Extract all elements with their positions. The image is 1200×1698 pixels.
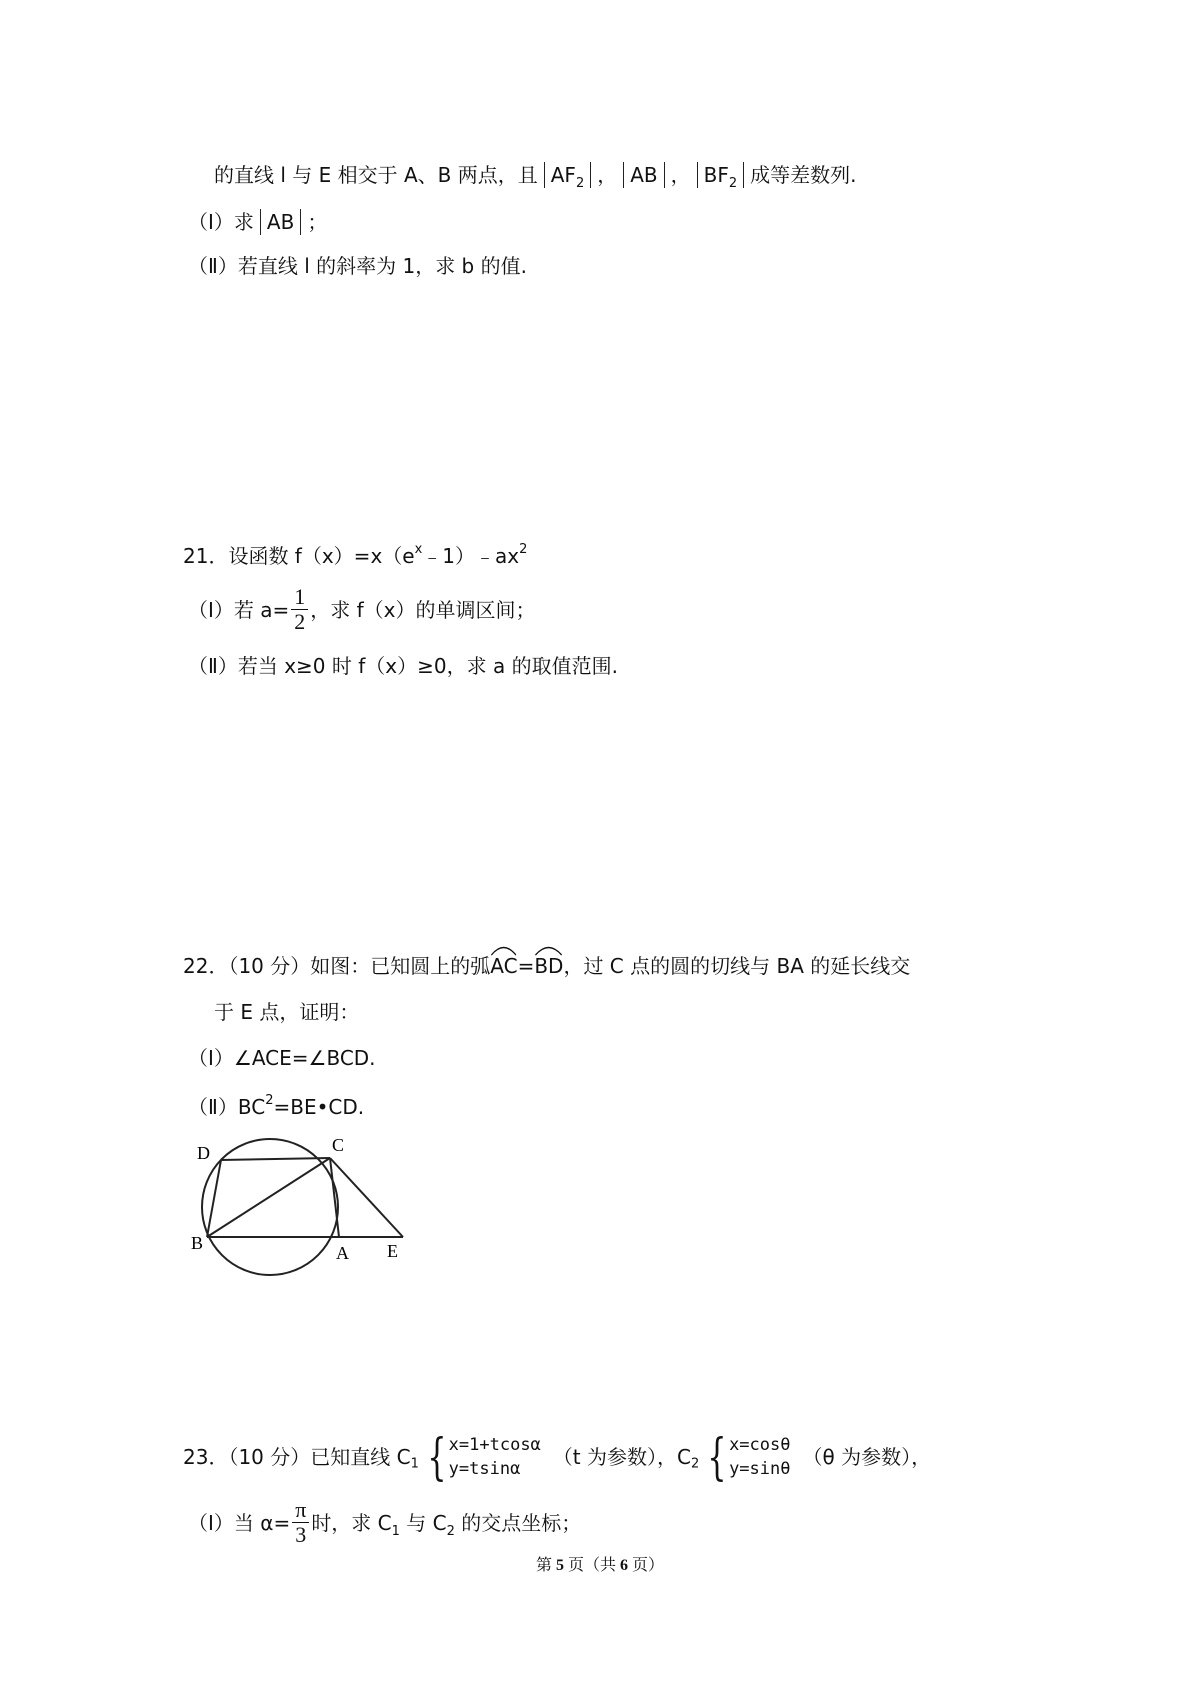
q20-text: 的直线 l 与 E 相交于 A、B 两点，且 <box>214 163 538 187</box>
q23-part1 <box>188 1497 582 1549</box>
bf-subscript: 2 <box>728 176 738 191</box>
equals: = <box>517 954 535 978</box>
comma: ， <box>597 163 618 187</box>
q23-end-text: （θ 为参数）， <box>802 1445 932 1469</box>
part1-end: ； <box>307 210 328 234</box>
q21-part2: （Ⅱ）若当 x≥0 时 f（x）≥0，求 a 的取值范围. <box>188 654 618 678</box>
c2-subscript: 2 <box>690 1456 700 1472</box>
arc-bd-label: BD <box>534 954 564 978</box>
q23-mid-text: （t 为参数），C <box>552 1445 691 1469</box>
circle-tangent-figure <box>185 1135 415 1285</box>
c1-line2: y=tsinα <box>448 1459 521 1479</box>
fraction-numerator: π <box>292 1498 309 1523</box>
abs-bar <box>743 162 744 188</box>
q21-stem-text: 21．设函数 f（x）=x（e <box>183 544 415 568</box>
brace-icon: { <box>707 1428 727 1486</box>
q20-text-end: 成等差数列. <box>750 163 857 187</box>
c2-system <box>701 1428 791 1486</box>
q22-stem-text-b: ，过 C 点的圆的切线与 BA 的延长线交 <box>563 954 911 978</box>
af-label: AF <box>550 163 576 187</box>
q22-stem-cont: 于 E 点，证明： <box>214 1000 360 1024</box>
c2-subscript: 2 <box>446 1524 455 1539</box>
page-footer <box>0 1552 1200 1575</box>
abs-bar <box>300 209 301 235</box>
total-pages: 6 <box>620 1557 628 1574</box>
comma: ， <box>670 163 691 187</box>
label-b: B <box>191 1233 204 1253</box>
c1-line1: x=1+tcosα <box>448 1435 541 1455</box>
ab-label: AB <box>266 210 295 234</box>
q23-stem-text: 23．（10 分）已知直线 C <box>183 1445 411 1469</box>
part1-prefix: （Ⅰ）求 <box>188 210 254 234</box>
q22-stem-text: 22．（10 分）如图：已知圆上的弧 <box>183 954 491 978</box>
segment-bc <box>207 1158 330 1237</box>
label-c: C <box>332 1135 345 1155</box>
q20-line1 <box>214 162 857 190</box>
c2-line1: x=cosθ <box>729 1435 791 1455</box>
part1-text-b: 时，求 C <box>311 1511 392 1535</box>
part1-text: （Ⅰ）当 α= <box>188 1511 291 1535</box>
q21-part1 <box>188 584 536 636</box>
part2-text-b: =BE•CD. <box>273 1095 365 1119</box>
fraction <box>291 585 308 634</box>
ab-label: AB <box>630 163 658 187</box>
q20-part1 <box>188 209 327 235</box>
arc-bd <box>534 952 563 976</box>
label-d: D <box>197 1143 210 1163</box>
c1-subscript: 1 <box>391 1524 400 1539</box>
footer-text: 第 <box>535 1557 556 1574</box>
footer-text: 页（共 <box>563 1557 620 1574</box>
q22-part2 <box>188 1094 364 1117</box>
part1-text: （Ⅰ）若 a= <box>188 598 290 622</box>
part2-text: （Ⅱ）BC <box>188 1095 266 1119</box>
segment-dc <box>221 1158 330 1160</box>
arc-ac <box>490 952 517 976</box>
fraction-denominator: 2 <box>294 609 306 634</box>
part1-text-c: 与 C <box>399 1511 447 1535</box>
label-a: A <box>336 1243 349 1263</box>
fraction-numerator: 1 <box>291 585 308 610</box>
c2-line2: y=sinθ <box>729 1459 791 1479</box>
abs-bar <box>544 162 545 188</box>
abs-bar <box>664 162 665 188</box>
abs-bar <box>623 162 624 188</box>
tangent-ce <box>330 1158 403 1237</box>
arc-ac-label: AC <box>490 954 518 978</box>
q22-part1: （Ⅰ）∠ACE=∠BCD. <box>188 1046 376 1070</box>
bf-label: BF <box>703 163 729 187</box>
exponent: x <box>414 542 423 557</box>
q22-stem <box>183 952 910 976</box>
q21-stem <box>183 543 527 566</box>
fraction-denominator: 3 <box>295 1522 307 1547</box>
part1-text-b: ，求 f（x）的单调区间； <box>310 598 536 622</box>
segment-db <box>207 1160 221 1237</box>
q23-stem <box>183 1428 932 1486</box>
af-subscript: 2 <box>575 176 585 191</box>
fraction <box>292 1498 309 1547</box>
part1-text-d: 的交点坐标； <box>454 1511 582 1535</box>
abs-bar <box>260 209 261 235</box>
brace-icon: { <box>427 1428 447 1486</box>
abs-bar <box>590 162 591 188</box>
exponent: 2 <box>519 542 528 557</box>
exponent: 2 <box>265 1093 274 1108</box>
abs-bar <box>697 162 698 188</box>
page-number: 5 <box>555 1557 564 1574</box>
q21-stem-text-b: ﹣1）﹣ax <box>422 544 520 568</box>
label-e: E <box>387 1241 398 1261</box>
c1-system <box>421 1428 541 1486</box>
c1-subscript: 1 <box>410 1456 419 1472</box>
footer-text: 页） <box>628 1557 665 1574</box>
q20-part2: （Ⅱ）若直线 l 的斜率为 1，求 b 的值. <box>188 254 527 278</box>
